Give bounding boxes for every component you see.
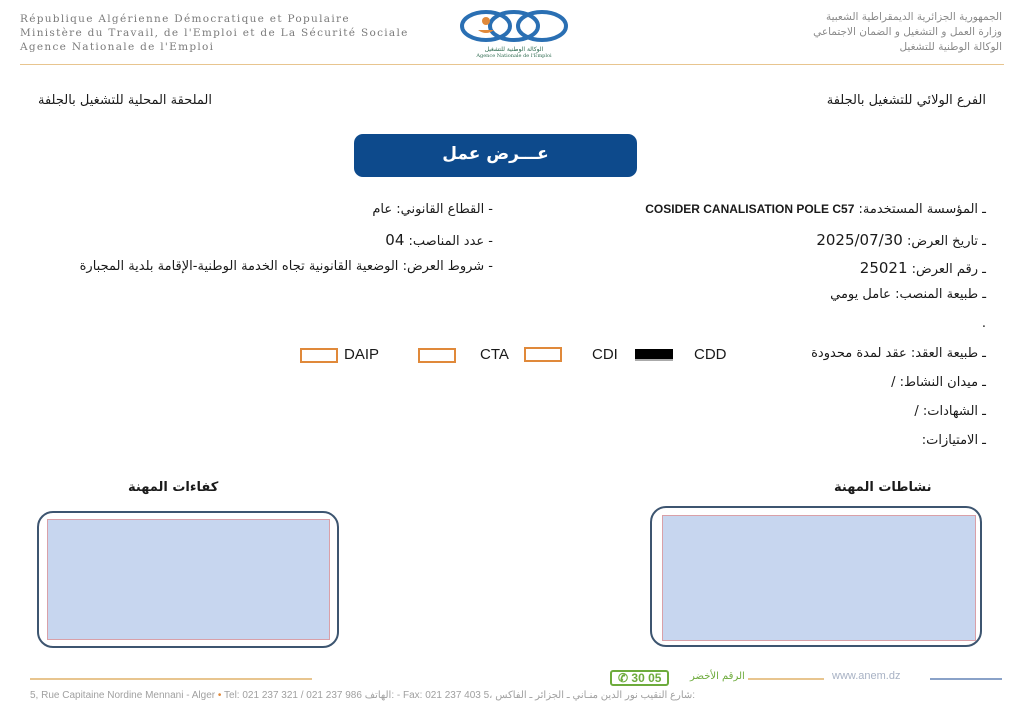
header-french bbox=[20, 12, 420, 54]
privileges-label: ـ الامتيازات: bbox=[921, 433, 986, 448]
header-ar-ministry: وزارة العمل و التشغيل و الضمان الاجتماعي bbox=[813, 26, 1002, 38]
legal-sector-value: عام bbox=[372, 202, 393, 217]
contract-label: ـ طبيعة العقد: bbox=[910, 346, 986, 361]
date-value: 2025/07/30 bbox=[816, 231, 903, 249]
contract-option-cdd-checkbox[interactable] bbox=[635, 349, 673, 361]
privileges-line bbox=[922, 433, 986, 448]
contract-option-cta-checkbox[interactable] bbox=[418, 348, 456, 363]
contract-value: عقد لمدة محدودة bbox=[811, 346, 907, 361]
footer-divider-mid bbox=[748, 678, 824, 680]
position-nature-line bbox=[830, 287, 986, 302]
anem-logo-icon bbox=[452, 6, 576, 46]
header-arabic bbox=[582, 10, 1002, 55]
date-line bbox=[816, 231, 986, 249]
header-ar-republic: الجمهورية الجزائرية الديمقراطية الشعبية bbox=[825, 11, 1002, 23]
fax: Fax: 021 237 403 bbox=[403, 690, 481, 701]
contract-line bbox=[811, 346, 986, 361]
header-divider bbox=[20, 64, 1004, 65]
legal-sector-label: - القطاع القانوني: bbox=[396, 202, 493, 217]
website-link[interactable]: www.anem.dz bbox=[832, 670, 901, 682]
number-line bbox=[860, 259, 986, 277]
number-label: ـ رقم العرض: bbox=[911, 262, 986, 277]
conditions-value: الوضعية القانونية تجاه الخدمة الوطنية-الإقامة بلدية المجبارة bbox=[79, 259, 399, 274]
logo-french-text: Agence Nationale de l'Emploi bbox=[476, 53, 552, 59]
footer-divider-right bbox=[930, 678, 1002, 680]
certificates-value: / bbox=[914, 404, 919, 419]
date-label: ـ تاريخ العرض: bbox=[906, 234, 986, 249]
contract-option-daip-label: DAIP bbox=[344, 346, 380, 363]
skills-input-area[interactable] bbox=[47, 519, 330, 640]
header-fr-ministry: Ministère du Travail, de l'Emploi et de La Sécurité Sociale bbox=[20, 27, 409, 39]
number-value: 25021 bbox=[859, 259, 908, 277]
employer-line bbox=[645, 202, 986, 217]
green-number: 30 05 bbox=[631, 671, 662, 685]
contract-option-cta-label: CTA bbox=[480, 346, 509, 363]
legal-sector-line bbox=[372, 202, 493, 217]
telephone-ar-label: الهاتف: bbox=[364, 690, 395, 701]
page-title: عـــرض عمل bbox=[354, 134, 637, 177]
positions-count-line bbox=[385, 231, 493, 249]
header-fr-republic: République Algérienne Démocratique et Populaire bbox=[20, 13, 350, 25]
positions-count-value: 04 bbox=[385, 231, 405, 249]
anem-logo bbox=[448, 6, 580, 64]
branch-wilaya: الفرع الولائي للتشغيل بالجلفة bbox=[826, 93, 986, 108]
green-number-badge bbox=[610, 670, 669, 686]
footer-address: 5, Rue Capitaine Nordine Mennani - Alger • Tel: 021 237 321 / 021 237 986 الهاتف: - Fax: 021 237 403 5، شارع النقيب نور الدين منـاني ـ الجزائر ـ الفاكس: bbox=[30, 690, 696, 701]
activity-line bbox=[891, 375, 986, 390]
certificates-label: ـ الشهادات: bbox=[922, 404, 986, 419]
contract-option-daip-checkbox[interactable] bbox=[300, 348, 338, 363]
conditions-label: - شروط العرض: bbox=[402, 259, 493, 274]
position-nature-label: ـ طبيعة المنصب: bbox=[895, 287, 986, 302]
positions-count-label: - عدد المناصب: bbox=[408, 234, 493, 249]
activities-title: نشاطات المهنة bbox=[834, 480, 932, 495]
telephone: Tel: 021 237 321 / 021 237 986 bbox=[224, 690, 362, 701]
green-number-label: الرقم الأخضر bbox=[690, 671, 745, 682]
branch-local: الملحقة المحلية للتشغيل بالجلفة bbox=[38, 93, 213, 108]
header-ar-agency: الوكالة الوطنية للتشغيل bbox=[899, 41, 1002, 53]
header-fr-agency: Agence Nationale de l'Emploi bbox=[20, 41, 215, 53]
address-arabic: 5، شارع النقيب نور الدين منـاني ـ الجزائر ـ الفاكس: bbox=[483, 690, 696, 701]
activity-value: / bbox=[891, 375, 896, 390]
conditions-line bbox=[80, 259, 493, 274]
activity-label: ـ ميدان النشاط: bbox=[899, 375, 986, 390]
certificates-line bbox=[914, 404, 986, 419]
activities-input-area[interactable] bbox=[662, 515, 976, 641]
address-french: 5, Rue Capitaine Nordine Mennani - Alger bbox=[30, 690, 216, 701]
empty-line: . bbox=[981, 316, 986, 331]
skills-title: كفاءات المهنة bbox=[128, 480, 219, 495]
footer-divider-left bbox=[30, 678, 312, 680]
contract-option-cdi-label: CDI bbox=[592, 346, 618, 363]
employer-label: ـ المؤسسة المستخدمة: bbox=[858, 202, 986, 217]
logo-arabic-text: الوكالة الوطنية للتشغيل bbox=[484, 46, 544, 53]
phone-icon: ✆ bbox=[618, 671, 629, 685]
position-nature-value: عامل يومي bbox=[830, 287, 891, 302]
contract-option-cdd-label: CDD bbox=[694, 346, 727, 363]
employer-value: COSIDER CANALISATION POLE C57 bbox=[645, 202, 855, 216]
contract-option-cdi-checkbox[interactable] bbox=[524, 347, 562, 362]
